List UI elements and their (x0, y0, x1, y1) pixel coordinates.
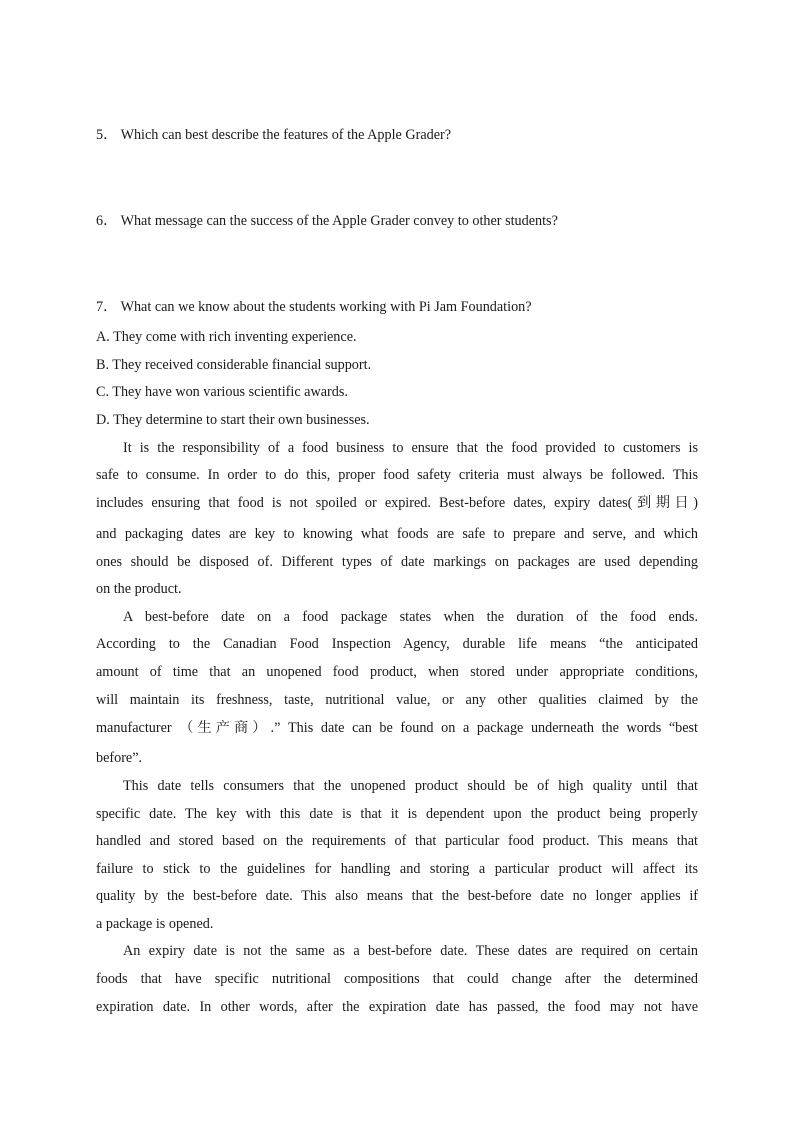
passage-p1-line: safe to consume. In order to do this, proper food safety criteria must always be followed. This (96, 467, 698, 483)
q6-stem: 6． What message can the success of the Apple Grader convey to other students? (96, 213, 558, 229)
passage-p3-line: This date tells consumers that the unopened product should be of high quality until that (123, 778, 698, 794)
passage-p1-line: It is the responsibility of a food business to ensure that the food provided to customers is (123, 440, 698, 456)
passage-p2-line: A best-before date on a food package states when the duration of the food ends. (123, 609, 698, 625)
passage-p4-line: foods that have specific nutritional compositions that could change after the determined (96, 971, 698, 987)
passage-p4-line: An expiry date is not the same as a best-before date. These dates are required on certain (123, 943, 698, 959)
q7-stem: 7． What can we know about the students working with Pi Jam Foundation? (96, 299, 532, 315)
passage-p1-line: on the product. (96, 581, 182, 597)
passage-p1-line: includes ensuring that food is not spoiled or expired. Best-before dates, expiry dates(到期日) (96, 495, 698, 511)
passage-p3-line: handled and stored based on the requirements of that particular food product. This means that (96, 833, 698, 849)
q7-option-b: B. They received considerable financial support. (96, 357, 372, 373)
passage-p2-line: manufacturer （生产商）.” This date can be found on a package underneath the words “best (96, 720, 698, 736)
passage-p3-line: quality by the best-before date. This also means that the best-before date no longer applies if (96, 888, 698, 904)
passage-p3-line: failure to stick to the guidelines for handling and storing a particular product will affect its (96, 861, 698, 877)
passage-p1-line: and packaging dates are key to knowing what foods are safe to prepare and serve, and which (96, 526, 698, 542)
q7-option-c: C. They have won various scientific awards. (96, 384, 348, 400)
passage-p1-line: ones should be disposed of. Different types of date markings on packages are used depending (96, 554, 698, 570)
passage-p4-line: expiration date. In other words, after the expiration date has passed, the food may not have (96, 999, 698, 1015)
passage-p3-line: a package is opened. (96, 916, 214, 932)
passage-p2-line: amount of time that an unopened food product, when stored under appropriate conditions, (96, 664, 698, 680)
passage-p2-line: According to the Canadian Food Inspection Agency, durable life means “the anticipated (96, 636, 698, 652)
q5-stem: 5． Which can best describe the features of the Apple Grader? (96, 127, 452, 143)
passage-p3-line: specific date. The key with this date is that it is dependent upon the product being properly (96, 806, 698, 822)
q7-option-a: A. They come with rich inventing experience. (96, 329, 357, 345)
q7-option-d: D. They determine to start their own businesses. (96, 412, 370, 428)
passage-p2-line: will maintain its freshness, taste, nutritional value, or any other qualities claimed by the (96, 692, 698, 708)
passage-p2-line: before”. (96, 750, 143, 766)
